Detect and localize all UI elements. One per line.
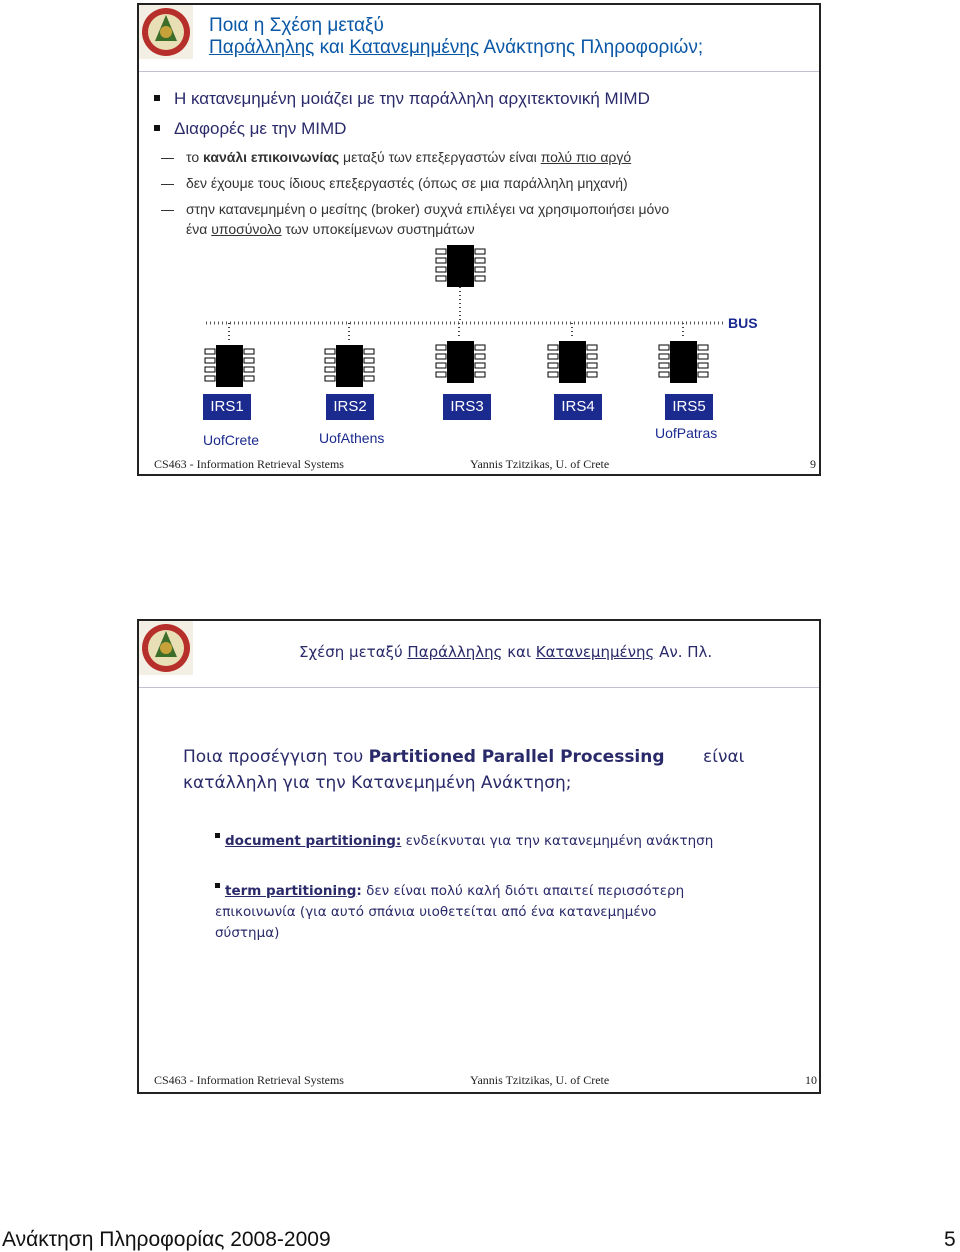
page-footer-number: 5 — [944, 1228, 956, 1251]
title-divider — [139, 687, 819, 688]
question-line: κατάλληλη για την Κατανεμημένη Ανάκτηση; — [183, 773, 572, 793]
list-item-continuation: σύστημα) — [215, 925, 280, 941]
irs4-chip-icon — [548, 341, 597, 383]
sub-bullet-item: στην κατανεμημένη ο μεσίτης (broker) συχνά επιλέγει να χρησιμοποιήσει μόνο — [186, 201, 669, 217]
list-item: document partitioning: ενδείκνυται για την κατανεμημένη ανάκτηση — [215, 833, 713, 849]
footer-author: Yannis Tzitzikas, U. of Crete — [470, 1073, 610, 1087]
slide-title: Σχέση μεταξύ Παράλληλης και Κατανεμημένης Αν. Πλ. — [299, 643, 713, 661]
list-item: term partitioning: δεν είναι πολύ καλή διότι απαιτεί περισσότερη — [215, 883, 684, 899]
footer-course: CS463 - Information Retrieval Systems — [154, 457, 344, 471]
footer-author: Yannis Tzitzikas, U. of Crete — [470, 457, 610, 471]
page-number: 9 — [810, 457, 816, 471]
irs5-label: IRS5 — [665, 394, 713, 420]
slide-10 — [137, 619, 821, 1094]
irs2-label: IRS2 — [326, 394, 374, 420]
slide-9 — [137, 3, 821, 476]
irs3-label: IRS3 — [443, 394, 491, 420]
university-logo-icon — [139, 621, 193, 675]
list-item-continuation: επικοινωνία (για αυτό σπάνια υιοθετείται από ένα κατανεμημένο — [215, 904, 657, 920]
institution-label: UofAthens — [319, 430, 385, 446]
irs2-chip-icon — [325, 345, 374, 387]
irs3-chip-icon — [436, 341, 485, 383]
sub-bullet-item: δεν έχουμε τους ίδιους επεξεργαστές (όπως σε μια παράλληλη μηχανή) — [186, 175, 628, 191]
irs1-label: IRS1 — [203, 394, 251, 420]
slide-title: Ποια η Σχέση μεταξύ Παράλληλης και Κατανεμημένης Ανάκτησης Πληροφοριών; — [209, 15, 704, 58]
institution-label: UofPatras — [655, 425, 718, 441]
footer-course: CS463 - Information Retrieval Systems — [154, 1073, 344, 1087]
broker-chip-icon — [436, 245, 485, 287]
bullet-item: Διαφορές με την MIMD — [154, 119, 346, 139]
institution-label: UofCrete — [203, 432, 260, 448]
irs1-chip-icon — [205, 345, 254, 387]
page-footer-title: Ανάκτηση Πληροφορίας 2008-2009 — [2, 1228, 331, 1251]
sub-bullet-continuation: ένα υποσύνολο των υποκείμενων συστημάτων — [186, 221, 475, 237]
sub-bullet-item: το κανάλι επικοινωνίας μεταξύ των επεξεργαστών είναι πολύ πιο αργό — [186, 149, 631, 165]
page-number: 10 — [805, 1073, 817, 1087]
irs5-chip-icon — [659, 341, 708, 383]
bullet-item: Η κατανεμημένη μοιάζει με την παράλληλη αρχιτεκτονική MIMD — [154, 89, 650, 109]
square-bullet-icon — [215, 833, 220, 838]
square-bullet-icon — [215, 883, 220, 888]
bus-label: BUS — [728, 315, 758, 331]
irs4-label: IRS4 — [554, 394, 602, 420]
question-line-end: είναι — [703, 747, 745, 767]
question-line: Ποια προσέγγιση του Partitioned Parallel Processing — [183, 747, 665, 767]
